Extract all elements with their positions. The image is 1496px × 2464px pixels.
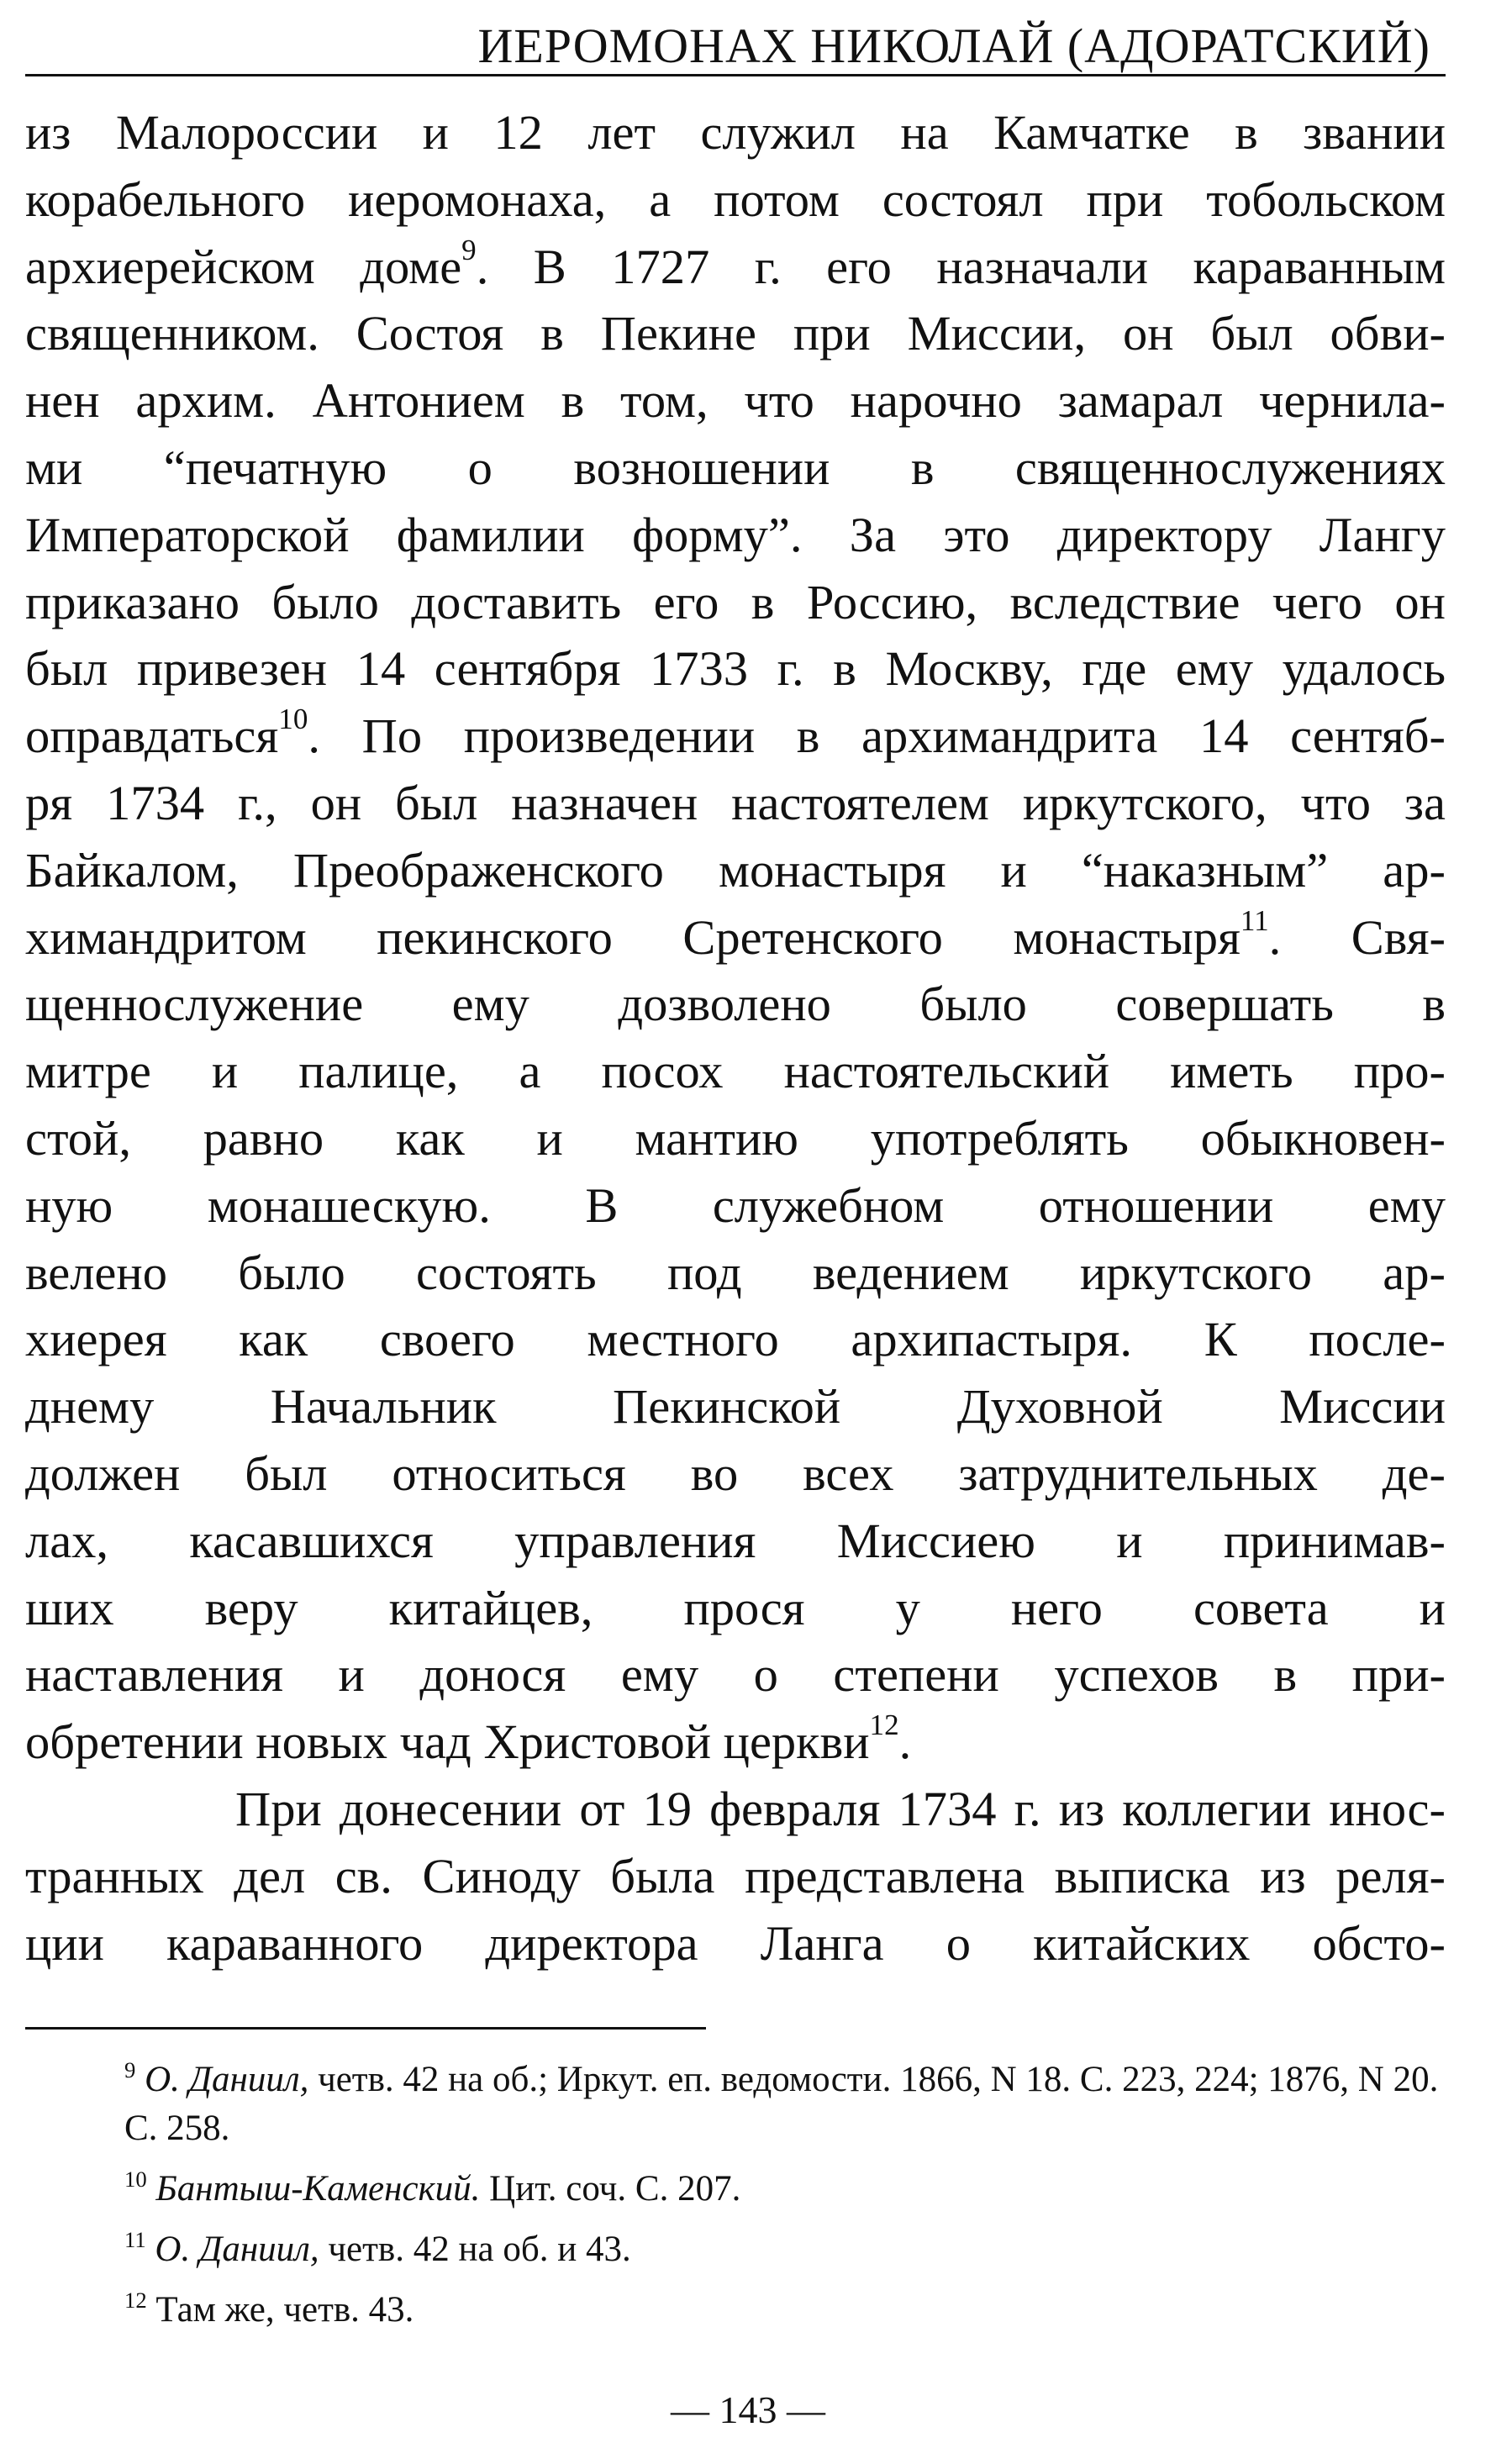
text-line: транных дел св. Синоду была представлена выписка из реля- <box>25 1848 1446 1903</box>
text-line: лах, касавшихся управления Миссиею и принимав- <box>25 1513 1446 1568</box>
footnote-text: Там же, четв. 43. <box>155 2290 414 2330</box>
text-line: должен был относиться во всех затруднительных де- <box>25 1445 1446 1501</box>
text-line: ших веру китайцев, прося у него совета и <box>25 1580 1446 1635</box>
footnote-ref-11[interactable]: 11 <box>1240 903 1269 937</box>
footnote-ref-10[interactable]: 10 <box>278 703 308 736</box>
text-line: Байкалом, Преображенского монастыря и “наказным” ар- <box>25 842 1446 898</box>
text-line <box>25 234 1446 301</box>
text-line <box>25 904 1446 971</box>
footnote-author: Бантыш-Каменский. <box>155 2169 481 2209</box>
text-line: Императорской фамилии форму”. За это директору Лангу <box>25 507 1446 562</box>
footnote-number: 12 <box>124 2288 147 2314</box>
footnotes <box>25 2056 1446 2346</box>
page-number: — 143 — <box>671 2388 825 2431</box>
footnote-text: четв. 42 на об.; Иркут. еп. ведомости. 1866, N 18. С. 223, 224; 1876, N 20. С. 258. <box>124 2060 1439 2148</box>
text-line: хиерея как своего местного архипастыря. К после- <box>25 1312 1446 1367</box>
text-line: велено было состоять под ведением иркутского ар- <box>25 1245 1446 1300</box>
text-line: днему Начальник Пекинской Духовной Миссии <box>25 1379 1446 1435</box>
text-line: наставления и донося ему о степени успехов в при- <box>25 1647 1446 1703</box>
text-line: приказано было доставить его в Россию, вследствие чего он <box>25 574 1446 629</box>
footnote-ref-12[interactable]: 12 <box>869 1708 899 1742</box>
text-line: стой, равно как и мантию употреблять обыкновен- <box>25 1110 1446 1166</box>
main-text <box>25 99 1446 1977</box>
text-line: щеннослужение ему дозволено было совершать в <box>25 977 1446 1032</box>
footnote-number: 11 <box>124 2227 146 2253</box>
footnote-rule <box>25 2027 706 2030</box>
footnote-author: О. Даниил, <box>155 2230 319 2269</box>
text-line: ную монашескую. В служебном отношении ему <box>25 1177 1446 1233</box>
text-fragment: химандритом пекинского Сретенского монастыря <box>25 909 1241 965</box>
header-rule <box>25 74 1446 76</box>
text-fragment: . <box>898 1714 912 1770</box>
text-line: корабельного иеромонаха, а потом состоял при тобольском <box>25 171 1446 227</box>
text-line <box>25 1708 1446 1776</box>
footnote-author: О. Даниил, <box>145 2060 309 2099</box>
text-fragment: . Свя- <box>1268 909 1446 965</box>
text-line: При донесении от 19 февраля 1734 г. из коллегии инос- <box>235 1781 1446 1836</box>
running-header: ИЕРОМОНАХ НИКОЛАЙ (АДОРАТСКИЙ) <box>477 18 1430 73</box>
footnote-number: 10 <box>124 2167 147 2193</box>
paragraph-2 <box>25 1776 1446 1977</box>
footnote-12 <box>25 2286 1446 2335</box>
footnote-10 <box>25 2165 1446 2214</box>
text-line: священником. Состоя в Пекине при Миссии, он был обви- <box>25 306 1446 361</box>
text-line: ми “печатную о возношении в священнослужениях <box>25 440 1446 495</box>
paragraph-1 <box>25 99 1446 1776</box>
text-line: ря 1734 г., он был назначен настоятелем иркутского, что за <box>25 775 1446 830</box>
footnote-number: 9 <box>124 2057 136 2083</box>
text-fragment: обретении новых чад Христовой церкви <box>25 1714 870 1770</box>
text-line: нен архим. Антонием в том, что нарочно замарал чернила- <box>25 373 1446 429</box>
text-line: ции караванного директора Ланга о китайских обсто- <box>25 1915 1446 1971</box>
text-fragment: . По произведении в архимандрита 14 сентяб- <box>308 708 1446 764</box>
footnote-text: четв. 42 на об. и 43. <box>319 2230 631 2269</box>
footnote-text: Цит. соч. С. 207. <box>480 2169 741 2209</box>
text-line: был привезен 14 сентября 1733 г. в Москву, где ему удалось <box>25 641 1446 697</box>
text-line: из Малороссии и 12 лет служил на Камчатке в звании <box>25 105 1446 160</box>
footnote-11 <box>25 2225 1446 2274</box>
footnote-9 <box>25 2056 1446 2153</box>
footnote-ref-9[interactable]: 9 <box>461 233 477 266</box>
text-line <box>25 703 1446 770</box>
text-fragment: . В 1727 г. его назначали караванным <box>476 239 1446 294</box>
text-line: митре и палице, а посох настоятельский иметь про- <box>25 1044 1446 1099</box>
text-fragment: архиерейском доме <box>25 239 462 294</box>
text-fragment: оправдаться <box>25 708 279 764</box>
